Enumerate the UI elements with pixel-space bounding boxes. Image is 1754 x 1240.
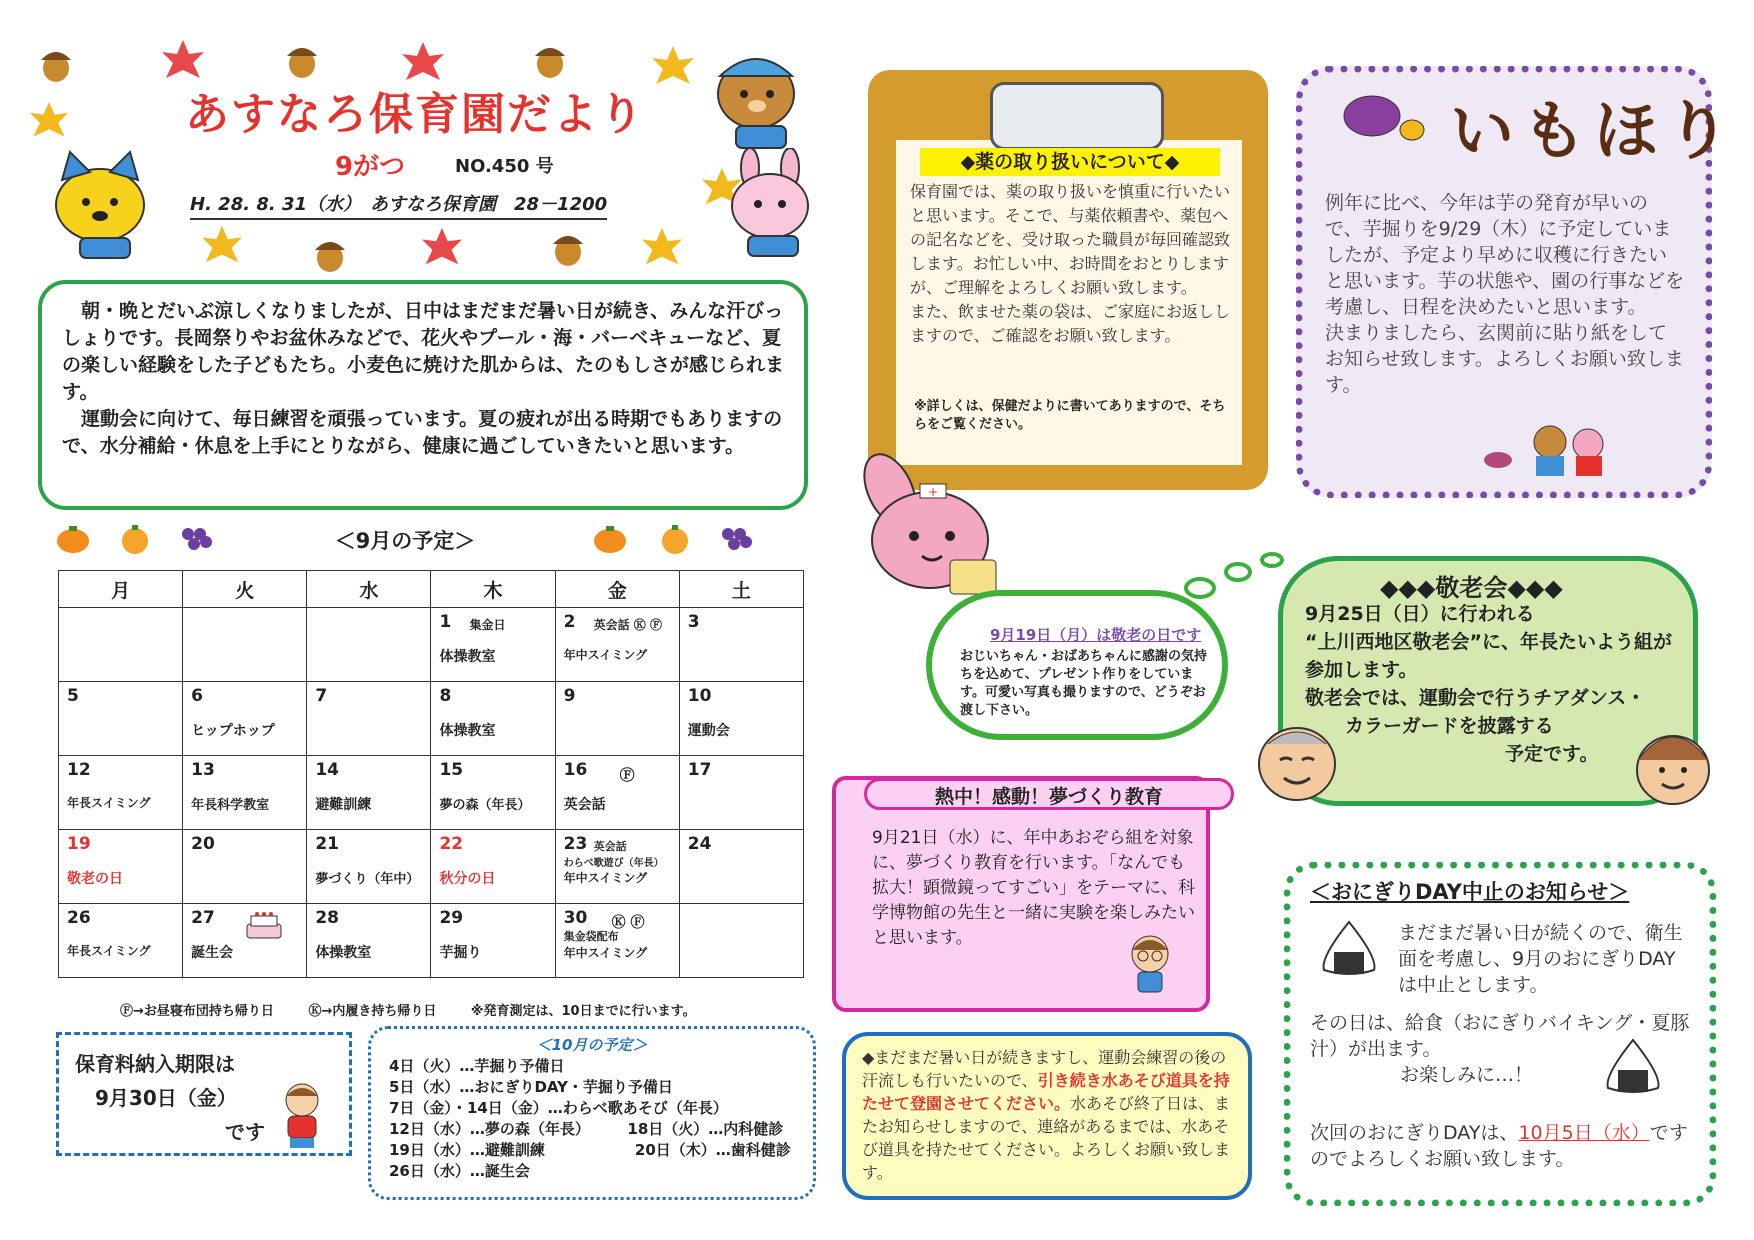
day-number: 22: [439, 834, 464, 854]
day-event: 体操教室: [439, 649, 496, 665]
calendar-cell: [679, 904, 803, 978]
day-number: 2: [563, 612, 576, 632]
medicine-notice-title: ◆薬の取り扱いについて◆: [920, 148, 1220, 176]
intro-paragraph: 運動会に向けて、毎日練習を頑張っています。夏の疲れが出る時期でもありますので、水分補給・休息を上手にとりながら、健康に過ごしていきたいと思います。: [62, 408, 783, 457]
keirokai-line: 予定です。: [1505, 743, 1599, 765]
day-event: 集金袋配布: [563, 930, 619, 943]
keirokai-line: カラーガードを披露する: [1345, 715, 1554, 737]
calendar-cell: [431, 608, 555, 682]
october-item: 5日（水）…おにぎりDAY・芋掘り予備日: [389, 1078, 673, 1096]
schedule-title: ＜9月の予定＞: [334, 529, 476, 553]
onigiri-lunch-fun: お楽しみに…！: [1400, 1064, 1534, 1086]
calendar-cell: [431, 904, 555, 978]
calendar-cell: [59, 682, 183, 756]
keirokai-line: 9月25日（日）に行われる: [1305, 603, 1535, 625]
weekday-header: 土: [679, 571, 803, 608]
day-event: わらべ歌遊び（年長）: [563, 858, 664, 869]
calendar-cell: [555, 830, 679, 904]
acorn-icon: [282, 36, 322, 80]
calendar-cell: [183, 756, 307, 830]
day-event: 夢の森（年長）: [439, 798, 531, 813]
day-number: 8: [439, 686, 452, 706]
imohori-body: [1325, 190, 1685, 398]
weekday-header: 木: [431, 571, 555, 608]
day-number: 26: [67, 908, 91, 928]
day-event: 敬老の日: [67, 871, 123, 887]
day-number: 3: [687, 612, 700, 632]
day-number: 30: [563, 908, 588, 928]
keiro-day-body: おじいちゃん・おばあちゃんに感謝の気持ちを込めて、プレゼント作りをしています。可愛い写真も撮りますので、どうぞお渡し下さい。: [960, 649, 1208, 718]
medicine-paragraph: 保育園では、薬の取り扱いを慎重に行いたいと思います。そこで、与薬依頼書や、薬包への記名などを、受け取った職員が毎回確認致します。お忙しい中、お時間をおとりしますが、ご理解をよろしくお願い致します。: [910, 182, 1231, 297]
birthday-cake-icon: [243, 910, 285, 940]
newsletter-title: あすなろ保育園だより: [185, 89, 645, 140]
intro-box: [38, 280, 808, 510]
october-item: 7日（金）・14日（金）…わらべ歌あそび（年長）: [389, 1099, 728, 1117]
day-number: 19: [67, 834, 91, 854]
issue-date-line: H. 28. 8. 31（水） あすなろ保育園 28－1200: [190, 190, 607, 220]
grandmother-illustration: [1630, 720, 1716, 810]
october-item: 12日（水）…夢の森（年長） 18日（火）…内科健診: [389, 1120, 784, 1138]
keirokai-line: 敬老会では、運動会で行うチアダンス・: [1305, 687, 1646, 709]
nurse-rabbit-illustration: [850, 440, 1010, 600]
day-number: 27: [191, 908, 215, 928]
fox-character-illustration: [40, 150, 180, 260]
calendar-cell: [555, 904, 679, 978]
calendar-cell: [183, 904, 307, 978]
onigiri-next-text: 次回のおにぎりDAYは、: [1310, 1122, 1519, 1144]
newsletter-month: 9がつ: [335, 152, 406, 182]
october-schedule-title: ＜10月の予定＞: [536, 1036, 648, 1054]
water-play-text: ◆まだまだ暑い日が続きますし、運動会練習の後の汗流しも行いたいので、: [862, 1048, 1227, 1090]
day-event: 運動会: [687, 723, 730, 739]
medicine-notice-body: [910, 180, 1235, 348]
calendar-week-row: [59, 682, 804, 756]
calendar-cell: [555, 608, 679, 682]
calendar-cell: [431, 682, 555, 756]
day-event: 年中スイミング: [563, 946, 648, 960]
day-event-top: 英会話: [593, 840, 627, 853]
calendar-cell: [307, 682, 431, 756]
girl-with-glasses-illustration: [1120, 930, 1180, 1000]
calendar-cell: [679, 830, 803, 904]
day-event: 年長スイミング: [67, 796, 151, 810]
imohori-title: いもほり: [1450, 95, 1738, 169]
calendar-legend: [120, 1000, 696, 1019]
day-number: 16: [563, 760, 588, 780]
october-item: 26日（水）…誕生会: [389, 1162, 530, 1180]
day-number: 28: [315, 908, 339, 928]
calendar-cell: [555, 682, 679, 756]
onigiri-next-text: ですのでよろしくお願い致します。: [1310, 1122, 1688, 1170]
onigiri-next-date-value: 10月5日（水）: [1518, 1122, 1650, 1144]
rabbit-character-illustration: [720, 148, 830, 258]
day-number: 12: [67, 760, 91, 780]
onigiri-next-date: [1310, 1120, 1690, 1172]
day-event-top: Ⓕ: [619, 766, 635, 784]
medicine-paragraph: また、飲ませた薬の袋は、ご家庭にお返ししますので、ご確認をお願い致します。: [910, 302, 1231, 345]
legend-shoes: Ⓚ→内履き持ち帰り日: [308, 1004, 437, 1019]
onigiri-notice-title: ＜おにぎりDAY中止のお知らせ＞: [1310, 880, 1630, 904]
fee-deadline-date: 9月30日（金）: [95, 1086, 237, 1110]
calendar-cell: [555, 756, 679, 830]
calendar-cell: [431, 830, 555, 904]
maple-leaf-icon: [420, 226, 464, 270]
keiro-day-title: 9月19日（月）は敬老の日です: [990, 626, 1202, 644]
day-event: 避難訓練: [315, 797, 372, 813]
sweet-potato-icon: [1338, 88, 1428, 148]
day-event: 年中スイミング: [563, 871, 648, 885]
calendar-cell: [183, 608, 307, 682]
october-item: 4日（火）…芋掘り予備日: [389, 1057, 565, 1075]
calendar-cell: [59, 756, 183, 830]
calendar-cell: [183, 830, 307, 904]
day-event: 誕生会: [191, 945, 234, 961]
calendar-cell: [307, 608, 431, 682]
calendar-cell: [679, 756, 803, 830]
yume-education-title: 熱中！感動！夢づくり教育: [864, 778, 1234, 810]
svg-text:+: +: [927, 485, 939, 499]
day-event: 体操教室: [439, 723, 496, 739]
calendar-cell: [59, 830, 183, 904]
keirokai-line: “上川西地区敬老会”に、年長たいよう組が参加します。: [1305, 631, 1672, 681]
weekday-header: 金: [555, 571, 679, 608]
day-event: 体操教室: [315, 945, 372, 961]
calendar-cell: [679, 608, 803, 682]
october-schedule-box: [368, 1026, 816, 1200]
maple-leaf-icon: [640, 226, 684, 270]
onigiri-lunch-info: その日は、給食（おにぎりバイキング・夏豚汁）が出ます。: [1310, 1012, 1690, 1060]
day-number: 21: [315, 834, 339, 854]
yume-education-body: 9月21日（水）に、年中あおぞら組を対象に、夢づくり教育を行います。「なんでも拡大！顕微鏡ってすごい」をテーマに、科学博物館の先生と一緒に実験を楽しみたいと思います。: [872, 828, 1195, 948]
day-event: 英会話: [563, 797, 606, 813]
clipboard-clip: [990, 82, 1164, 150]
intro-paragraph: 朝・晩とだいぶ涼しくなりましたが、日中はまだまだ暑い日が続き、みんな汗びっしょりです。長岡祭りやお盆休みなどで、花火やプール・海・バーベキューなど、夏の楽しい経験をした子どもたち。小麦色に焼けた肌からは、たのもしさが感じられます。: [62, 300, 785, 403]
day-number: 24: [687, 834, 712, 854]
water-play-emphasis: 引き続き水あそび道具を持たせて登園させてください。: [862, 1071, 1230, 1113]
onigiri-body: まだまだ暑い日が続くので、衛生面を考慮し、9月のおにぎりDAYは中止とします。: [1398, 922, 1683, 996]
rice-ball-icon: [1600, 1036, 1666, 1096]
legend-futon: Ⓕ→お昼寝布団持ち帰り日: [120, 1004, 274, 1019]
day-event: 芋掘り: [439, 945, 482, 961]
imohori-paragraph: 例年に比べ、今年は芋の発育が早いので、芋掘りを9/29（木）に予定していましたが、予定より早めに収穫に行きたいと思います。芋の状態や、園の行事などを考慮し、日程を決めたいと思います。: [1325, 192, 1685, 318]
day-event: 夢づくり（年中）: [315, 872, 420, 887]
weekday-header: 水: [307, 571, 431, 608]
day-number: 15: [439, 760, 464, 780]
september-calendar: [58, 570, 804, 978]
calendar-cell: [679, 682, 803, 756]
day-number: 6: [191, 686, 203, 706]
day-number: 23: [563, 834, 588, 854]
day-event: 年中スイミング: [563, 648, 648, 662]
calendar-cell: [307, 904, 431, 978]
fee-line: です: [225, 1120, 265, 1144]
day-number: 13: [191, 760, 215, 780]
day-number: 10: [687, 686, 712, 706]
calendar-cell: [59, 904, 183, 978]
day-number: 29: [439, 908, 464, 928]
fee-line: 保育料納入期限は: [75, 1052, 235, 1076]
calendar-week-row: [59, 756, 804, 830]
day-number: 9: [563, 686, 576, 706]
weekday-header: 火: [183, 571, 307, 608]
calendar-cell: [183, 682, 307, 756]
acorn-icon: [530, 36, 570, 80]
water-play-text: 水あそび終了日は、またお知らせしますので、連絡があるまでは、水あそび道具を持たせてください。よろしくお願い致します。: [862, 1094, 1231, 1182]
day-number: 7: [315, 686, 328, 706]
calendar-cell: [307, 756, 431, 830]
calendar-header-row: [59, 571, 804, 608]
day-number: 20: [191, 834, 215, 854]
day-event-top: Ⓚ Ⓕ: [611, 915, 645, 931]
maple-leaf-icon: [200, 224, 244, 268]
calendar-cell: [59, 608, 183, 682]
maple-leaf-icon: [650, 44, 696, 90]
day-number: 14: [315, 760, 339, 780]
maple-leaf-icon: [28, 100, 70, 142]
day-event-top: 英会話 Ⓚ Ⓕ: [593, 618, 662, 632]
day-event: 秋分の日: [439, 871, 496, 887]
day-event-top: 集金日: [469, 618, 506, 632]
day-event: 年長スイミング: [67, 944, 151, 958]
day-number: 1: [439, 612, 452, 632]
calendar-week-row: [59, 608, 804, 682]
bear-character-illustration: [706, 42, 826, 152]
grandfather-illustration: [1254, 716, 1340, 806]
day-event: ヒップホップ: [191, 723, 275, 739]
day-event: 年長科学教室: [191, 798, 270, 813]
keirokai-title: ◆◆◆敬老会◆◆◆: [1380, 574, 1563, 602]
calendar-cell: [431, 756, 555, 830]
acorn-icon: [310, 230, 350, 274]
issue-number: NO.450 号: [455, 156, 554, 177]
acorn-icon: [36, 40, 76, 84]
legend-measurement: ※発育測定は、10日までに行います。: [470, 1004, 696, 1019]
medicine-note: ※詳しくは、保健だよりに書いてありますので、そちらをご覧ください。: [914, 399, 1226, 432]
child-character-illustration: [276, 1080, 328, 1150]
october-item: 19日（水）…避難訓練 20日（木）…歯科健診: [389, 1141, 791, 1159]
rice-ball-icon: [1316, 918, 1382, 978]
thought-bubble-tail: [1180, 550, 1290, 600]
day-number: 5: [67, 686, 79, 706]
bear-rabbit-digging-illustration: [1480, 420, 1620, 480]
acorn-icon: [548, 224, 588, 268]
day-number: 17: [687, 760, 712, 780]
calendar-cell: [307, 830, 431, 904]
water-play-notice: [842, 1032, 1252, 1200]
imohori-paragraph: 決まりましたら、玄関前に貼り紙をしてお知らせ致します。よろしくお願い致します。: [1325, 322, 1684, 396]
calendar-week-row: [59, 904, 804, 978]
weekday-header: 月: [59, 571, 183, 608]
calendar-week-row: [59, 830, 804, 904]
